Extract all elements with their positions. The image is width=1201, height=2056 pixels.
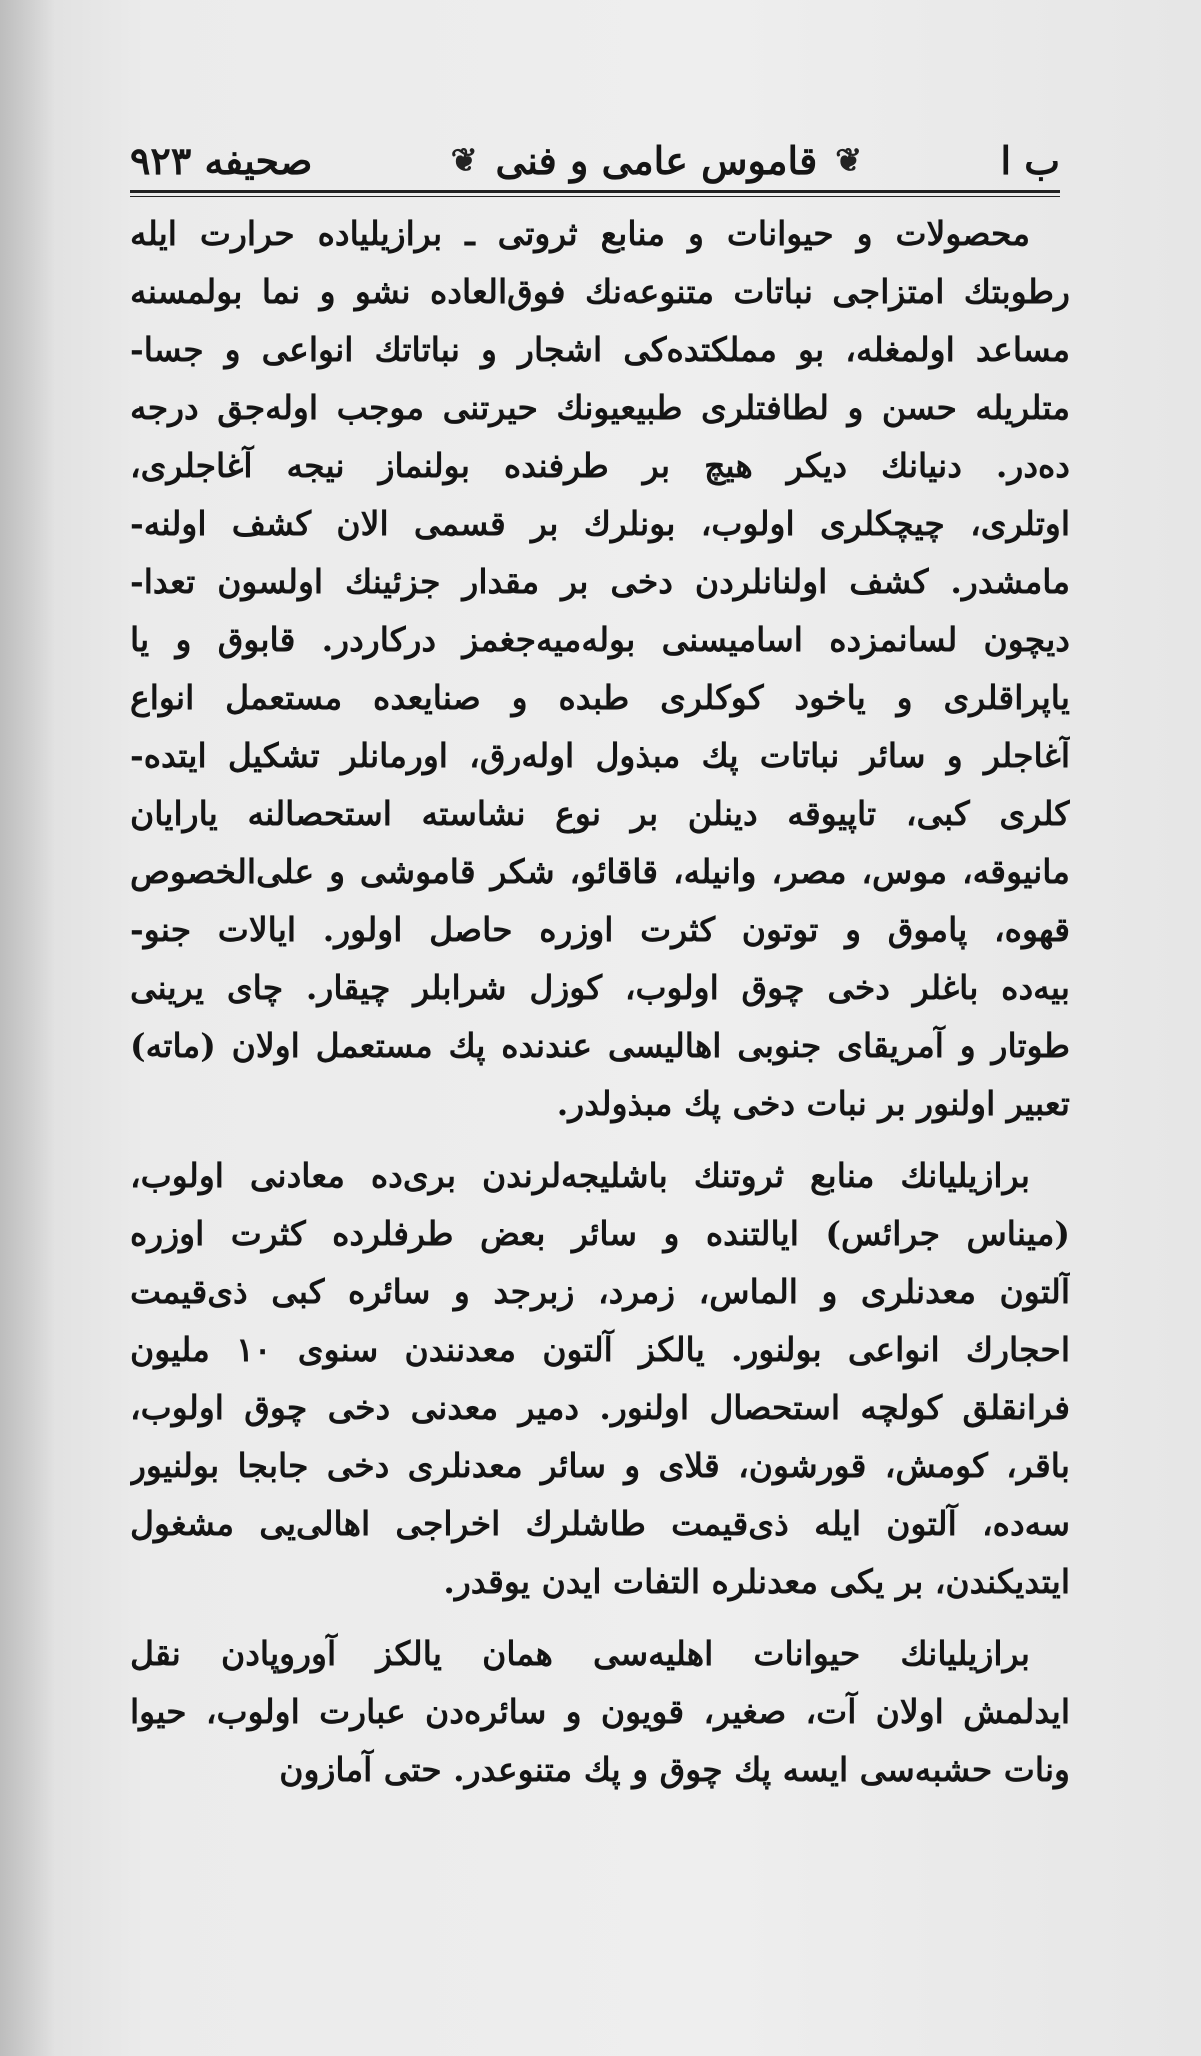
text-line: باقر، کومش، قورشون، قلای و سائر معدنلری دخی جابجا بولنیور bbox=[130, 1446, 1070, 1485]
text-line: کلری کبی، تاپیوقه دینلن بر نوع نشاسته استحصالنه یارایان bbox=[130, 794, 1070, 833]
text-line: فرانقلق کولچه استحصال اولنور. دمیر معدنی دخی چوق اولوب، bbox=[130, 1388, 1070, 1427]
text-line: ایدلمش اولان آت، صغیر، قویون و سائره‌دن عبارت اولوب، حیوا bbox=[130, 1692, 1070, 1731]
text-line: مانیوقه، موس، مصر، وانیله، قاقائو، شکر قاموشی و علی‌الخصوص bbox=[130, 852, 1070, 891]
section-label: ب ا bbox=[1000, 137, 1060, 183]
text-line: احجارك انواعی بولنور. یالکز آلتون معدنندن سنوی ١٠ ملیون bbox=[130, 1330, 1070, 1369]
ornament-icon: ❦ bbox=[835, 141, 863, 179]
text-line: مساعد اولمغله، بو مملکتده‌کی اشجار و نباتاتك انواعی و جسا- bbox=[130, 330, 1070, 369]
text-line: طوتار و آمریقای جنوبی اهالیسی عندنده پك مستعمل اولان (ماته) bbox=[130, 1026, 1070, 1065]
text-line: یاپراقلری و یاخود کوکلری طبده و صنایعده مستعمل انواع bbox=[130, 678, 1070, 717]
text-line: دیچون لسانمزده اسامیسنی بوله‌میه‌جغمز درکاردر. قابوق و یا bbox=[130, 620, 1070, 659]
text-line: برازیلیانك حیوانات اهلیه‌سی همان یالکز آوروپادن نقل bbox=[130, 1634, 1030, 1673]
text-line: برازیلیانك منابع ثروتنك باشلیجه‌لرندن بری‌ده معادنی اولوب، bbox=[130, 1156, 1030, 1195]
header-title-group bbox=[451, 138, 862, 183]
article-body bbox=[130, 205, 1070, 1799]
paragraph bbox=[130, 1147, 1070, 1611]
text-line: آغاجلر و سائر نباتات پك مبذول اوله‌رق، اورمانلر تشکیل ایتده- bbox=[130, 736, 1070, 775]
text-line: آلتون معدنلری و الماس، زمرد، زبرجد و سائره کبی ذی‌قیمت bbox=[130, 1272, 1070, 1311]
text-line: اوتلری، چیچکلری اولوب، بونلرك بر قسمی الان کشف اولنه- bbox=[130, 504, 1070, 543]
text-line: مامشدر. کشف اولنانلردن دخی بر مقدار جزئینك اولسون تعدا- bbox=[130, 562, 1070, 601]
page-header bbox=[130, 130, 1060, 190]
text-line: محصولات و حیوانات و منابع ثروتی ـ برازیلیاده حرارت ایله bbox=[130, 214, 1030, 253]
text-line: ایتدیکندن، بر یکی معدنلره التفات ایدن یوقدر. bbox=[443, 1562, 1070, 1601]
page-number: صحیفه ٩٢٣ bbox=[130, 137, 313, 183]
page-edge-shadow bbox=[0, 0, 55, 2056]
header-rule bbox=[130, 190, 1060, 197]
text-line: تعبیر اولنور بر نبات دخی پك مبذولدر. bbox=[556, 1084, 1070, 1123]
text-line: بیه‌ده باغلر دخی چوق اولوب، کوزل شرابلر چیقار. چای یرینی bbox=[130, 968, 1070, 1007]
paragraph bbox=[130, 205, 1070, 1133]
text-line: (میناس جرائس) ایالتنده و سائر بعض طرفلرده کثرت اوزره bbox=[130, 1214, 1070, 1253]
paragraph bbox=[130, 1625, 1070, 1799]
ornament-icon: ❦ bbox=[450, 141, 478, 179]
text-line: متلریله حسن و لطافتلری طبیعیونك حیرتنی موجب اوله‌جق درجه bbox=[130, 388, 1070, 427]
text-line: ونات حشبه‌سی ایسه پك چوق و پك متنوعدر. حتی آمازون bbox=[279, 1750, 1070, 1789]
text-line: سه‌ده، آلتون ایله ذی‌قیمت طاشلرك اخراجی اهالی‌یی مشغول bbox=[130, 1504, 1070, 1543]
dictionary-title: قاموس عامی و فنی bbox=[495, 137, 818, 183]
text-line: ده‌در. دنیانك دیکر هیچ بر طرفنده بولنماز نیجه آغاجلری، bbox=[130, 446, 1070, 485]
text-line: قهوه، پاموق و توتون کثرت اوزره حاصل اولور. ایالات جنو- bbox=[130, 910, 1070, 949]
text-line: رطوبتك امتزاجی نباتات متنوعه‌نك فوق‌العاده نشو و نما بولمسنه bbox=[130, 272, 1070, 311]
